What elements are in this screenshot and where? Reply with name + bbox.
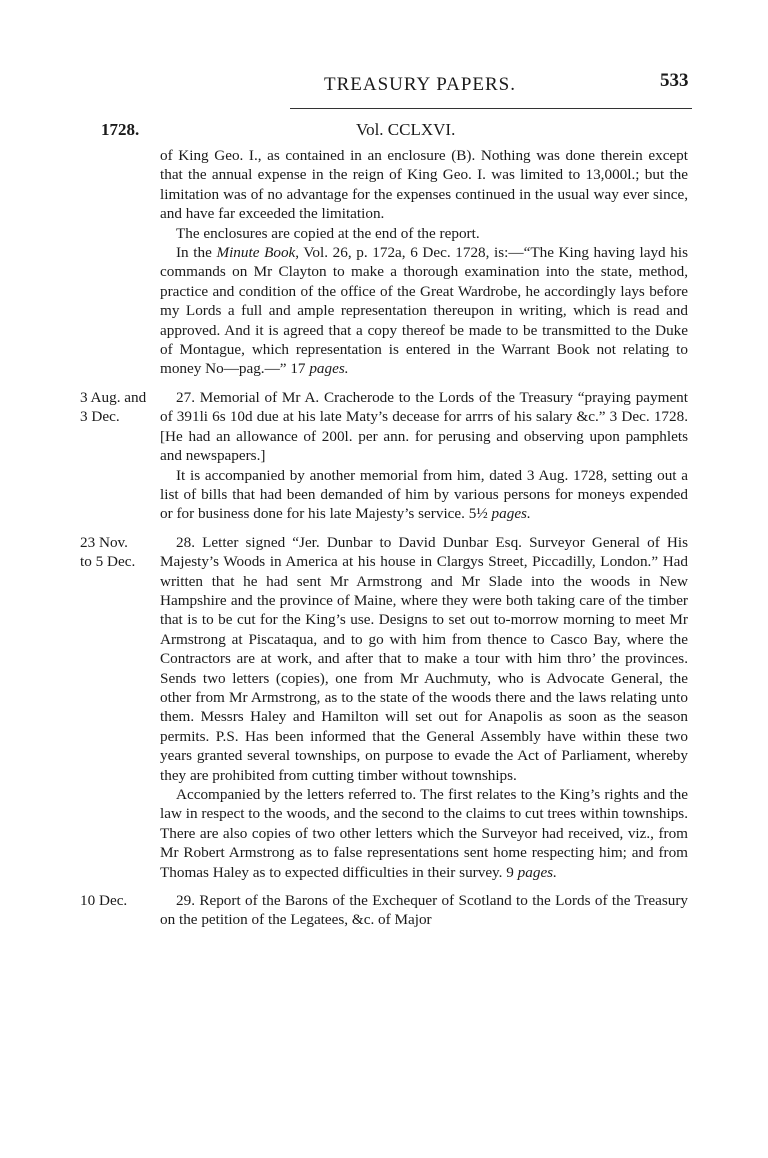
entry-date: 10 Dec. xyxy=(80,892,128,910)
intro-paragraph-3 xyxy=(160,243,688,379)
volume-line xyxy=(0,120,768,146)
entry-paragraph xyxy=(160,466,688,524)
entry-paragraph: 28. Letter signed “Jer. Dunbar to David Dunbar Esq. Surveyor General of His Majesty’s Woods in America at his house in Clargys Street, Piccadilly, London.” Had written that he had sent Mr Armstrong and Mr Slade into the woods in New Hampshire and the province of Maine, where they were both taking care of the timber that is to be cut for the King’s use. Designs to set out to-morrow morning to meet Mr Armstrong at Piscataqua, and to go with him from thence to Casco Bay, where the Contractors are at work, and after that to make a tour with him thro’ the provinces. Sends two letters (copies), one from Mr Auchmuty, who is Advocate General, the other from Mr Armstrong, as to the state of the woods there and the laws relating unto them. Messrs Haley and Hamilton will set out for Anapolis as soon as the season permits. P.S. Has been informed that the General Assembly have within these two years granted several townships, on purpose to evade the Act of Parliament, whereby they are prohibited from cutting timber without townships. xyxy=(160,533,688,784)
running-header xyxy=(0,70,768,104)
entry-date: 3 Aug. and 3 Dec. xyxy=(80,388,147,426)
intro-paragraph-1: of King Geo. I., as contained in an enclosure (B). Nothing was done therein except that the annual expense in the reign of King Geo. I. was limited to 13,000l.; but the limitation was of no advantage for the expenses continued in the usual way ever since, and have far exceeded the limitation. xyxy=(160,147,688,223)
entry-text: It is accompanied by another memorial from him, dated 3 Aug. 1728, setting out a list of bills that had been demanded of him by various persons for moneys expended or for business done for his late Majesty’s service. 5½ xyxy=(160,466,688,523)
entry-paragraph: 27. Memorial of Mr A. Cracherode to the Lords of the Treasury “praying payment of 391li 6s 10d due at his late Maty’s decease for arrrs of his salary &c.” 3 Dec. 1728. [He had an allowance of 200l. per ann. for perusing and observing upon pamphlets and newspapers.] xyxy=(160,388,688,465)
year-label: 1728. xyxy=(101,120,140,139)
page-number: 533 xyxy=(660,70,689,91)
entry-text: Accompanied by the letters referred to. The first relates to the King’s rights and the law in respect to the woods, and the second to the claims to cut trees within townships. There are also copies of two other letters which the Surveyor had received, viz., from Mr Robert Armstrong as to false representations sent home respecting him; and from Thomas Haley as to expected difficulties in their survey. 9 xyxy=(160,786,688,881)
body-text xyxy=(80,146,688,930)
intro-paragraph-2: The enclosures are copied at the end of the report. xyxy=(176,224,480,242)
header-rule xyxy=(290,108,692,109)
intro-text-b: , Vol. 26, p. 172a, 6 Dec. 1728, is:—“The King having layd his commands on Mr Clayton to make a thorough examination into the state, method, practice and condition of the office of the Great Wardrobe, he accordingly lays before my Lords a full and ample representation thereupon in writing, which is read and approved. And it is agreed that a copy thereof be made to be transmitted to the Duke of Montague, which representation is entered in the Warrant Book not relating to money No—pag.—” 17 xyxy=(160,244,688,378)
volume-label: Vol. CCLXVI. xyxy=(356,120,456,139)
entry-paragraph: 29. Report of the Barons of the Exchequer of Scotland to the Lords of the Treasury on the petition of the Legatees, &c. of Major xyxy=(160,892,688,929)
minute-book-title: Minute Book xyxy=(216,244,296,262)
entry-date: 23 Nov. to 5 Dec. xyxy=(80,533,136,571)
running-title: TREASURY PAPERS. xyxy=(324,74,516,95)
entry-28 xyxy=(80,533,688,882)
entry-paragraph xyxy=(160,785,688,882)
intro-text-a: In the xyxy=(176,244,217,262)
entry-27 xyxy=(80,388,688,524)
pages-label: pages. xyxy=(309,360,349,378)
pages-label: pages. xyxy=(491,505,531,523)
entry-29 xyxy=(80,891,688,930)
pages-label: pages. xyxy=(517,863,557,881)
